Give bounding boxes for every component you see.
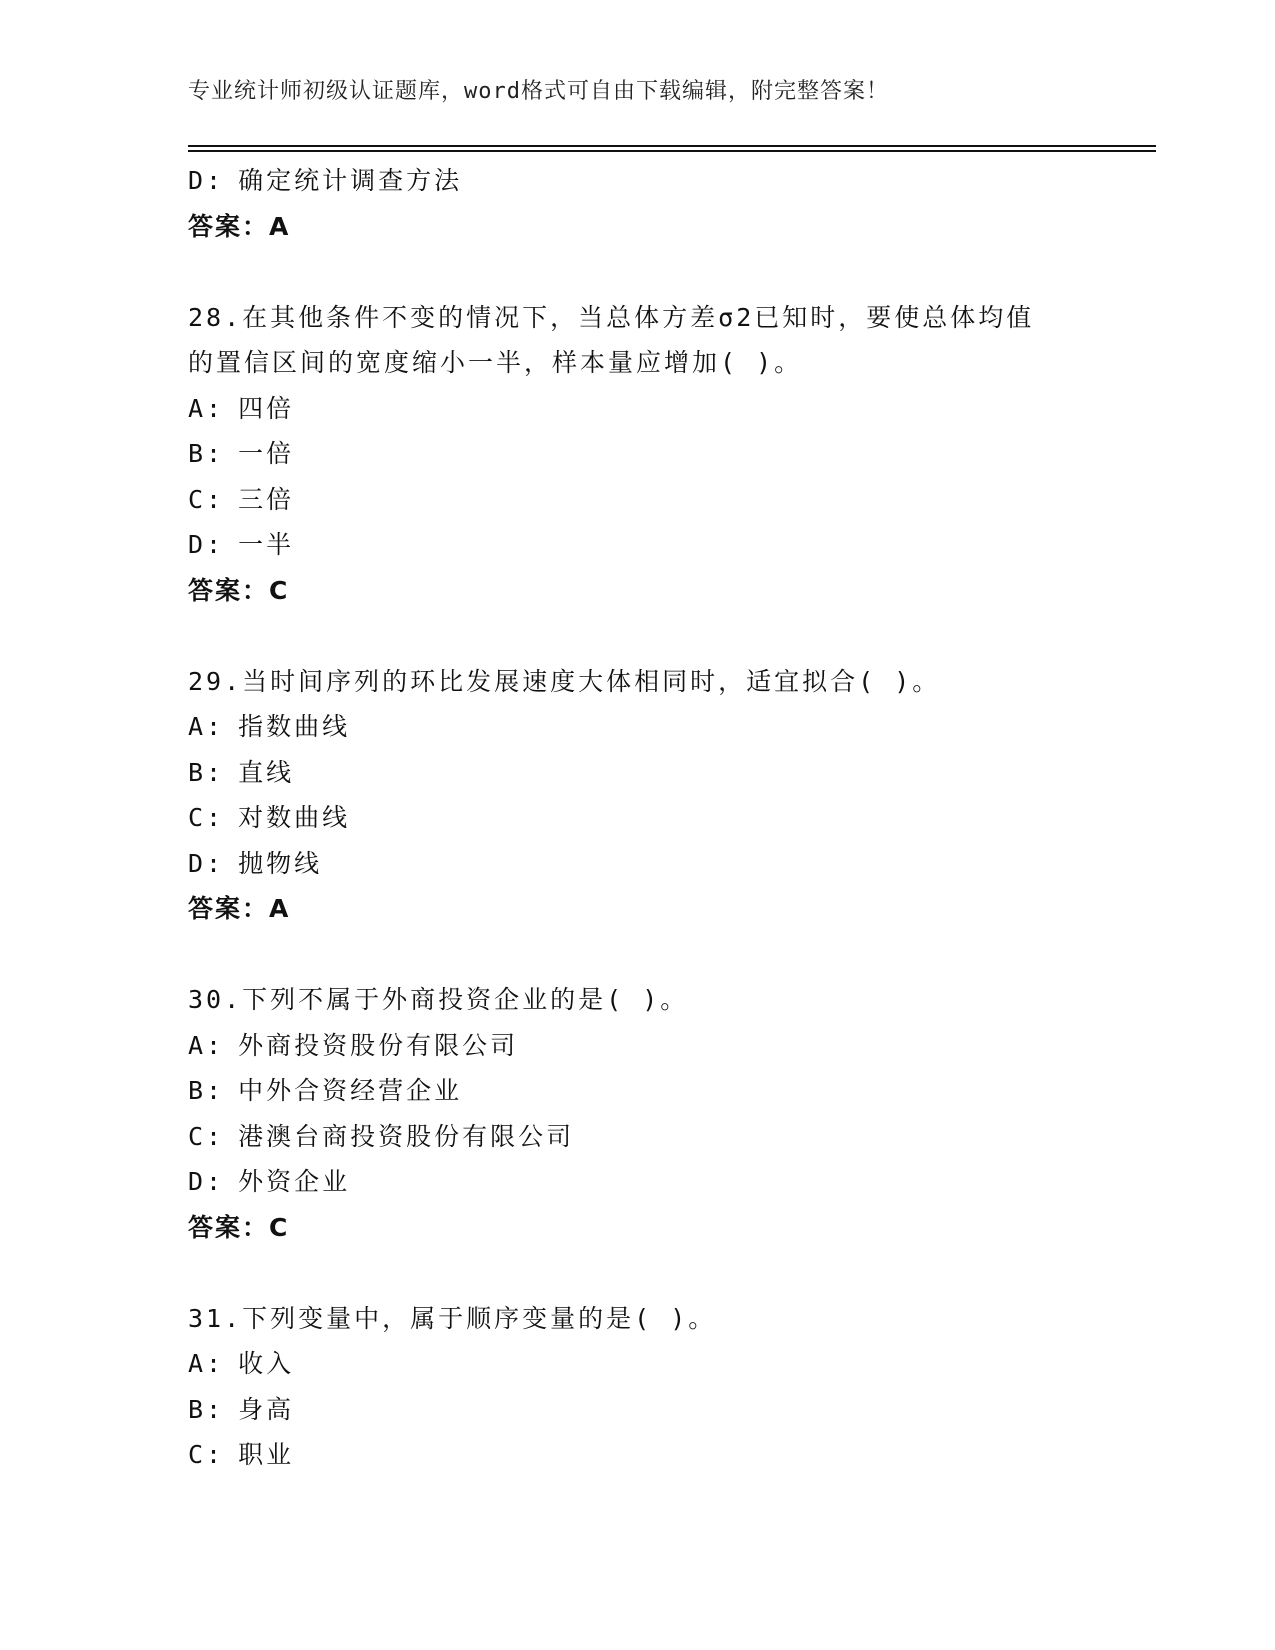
option-key: A: xyxy=(188,712,225,741)
option-c xyxy=(188,1114,1088,1160)
option-a xyxy=(188,704,1088,750)
option-key: C: xyxy=(188,484,225,514)
option-d xyxy=(188,158,1088,204)
option-key: B: xyxy=(188,1076,225,1105)
option-key: B: xyxy=(188,439,225,468)
option-key: D: xyxy=(188,1167,225,1196)
question-31 xyxy=(188,1296,1088,1478)
option-text: 外商投资股份有限公司 xyxy=(238,1030,519,1060)
option-key: D: xyxy=(188,530,225,559)
answer-line: 答案：C xyxy=(188,1212,290,1242)
option-key: D: xyxy=(188,848,225,878)
option-text: 四倍 xyxy=(238,393,295,423)
option-d xyxy=(188,841,1088,887)
option-key: B: xyxy=(188,757,225,787)
option-b xyxy=(188,431,1088,477)
option-c xyxy=(188,1432,1088,1478)
option-text: 一半 xyxy=(238,530,295,559)
option-text: 职业 xyxy=(238,1440,295,1469)
option-b xyxy=(188,750,1088,796)
option-key: A: xyxy=(188,1030,225,1060)
option-d xyxy=(188,522,1088,568)
option-text: 一倍 xyxy=(238,439,295,468)
option-c xyxy=(188,795,1088,841)
question-stem-line: 31.下列变量中，属于顺序变量的是( )。 xyxy=(188,1303,717,1333)
option-key: B: xyxy=(188,1394,225,1424)
option-b xyxy=(188,1387,1088,1433)
option-text: 港澳台商投资股份有限公司 xyxy=(238,1121,575,1151)
answer-line: 答案：A xyxy=(188,211,291,241)
header-rule-top xyxy=(188,145,1156,147)
question-stem-line: 30.下列不属于外商投资企业的是( )。 xyxy=(188,985,689,1014)
option-text: 身高 xyxy=(238,1394,295,1424)
option-b xyxy=(188,1068,1088,1114)
header-rule-bottom xyxy=(188,150,1156,152)
question-30 xyxy=(188,977,1088,1250)
option-a xyxy=(188,1023,1088,1069)
question-29 xyxy=(188,659,1088,932)
option-text: 确定统计调查方法 xyxy=(238,166,463,195)
question-stem-line: 的置信区间的宽度缩小一半，样本量应增加( )。 xyxy=(188,348,803,377)
option-text: 三倍 xyxy=(238,484,295,514)
option-text: 中外合资经营企业 xyxy=(238,1076,463,1105)
option-a xyxy=(188,1341,1088,1387)
question-stem-line: 28.在其他条件不变的情况下，当总体方差σ2已知时，要使总体均值 xyxy=(188,302,1035,332)
option-key: C: xyxy=(188,1121,225,1151)
option-a xyxy=(188,386,1088,432)
option-key: C: xyxy=(188,1440,225,1469)
question-28 xyxy=(188,295,1088,614)
option-text: 收入 xyxy=(238,1349,295,1378)
option-key: C: xyxy=(188,803,225,832)
option-key: D: xyxy=(188,166,225,195)
question-list xyxy=(188,158,1088,1478)
option-text: 外资企业 xyxy=(238,1167,351,1196)
option-text: 抛物线 xyxy=(238,848,323,878)
answer-line: 答案：C xyxy=(188,575,290,605)
option-text: 对数曲线 xyxy=(238,803,351,832)
option-key: A: xyxy=(188,393,225,423)
option-text: 指数曲线 xyxy=(238,712,351,741)
prev-question-tail xyxy=(188,158,1088,249)
page-header: 专业统计师初级认证题库，word格式可自由下载编辑，附完整答案！ xyxy=(188,79,889,104)
option-key: A: xyxy=(188,1349,225,1378)
answer-line: 答案：A xyxy=(188,894,291,923)
option-text: 直线 xyxy=(238,757,295,787)
option-c xyxy=(188,477,1088,523)
option-d xyxy=(188,1159,1088,1205)
question-stem-line: 29.当时间序列的环比发展速度大体相同时，适宜拟合( )。 xyxy=(188,666,941,696)
